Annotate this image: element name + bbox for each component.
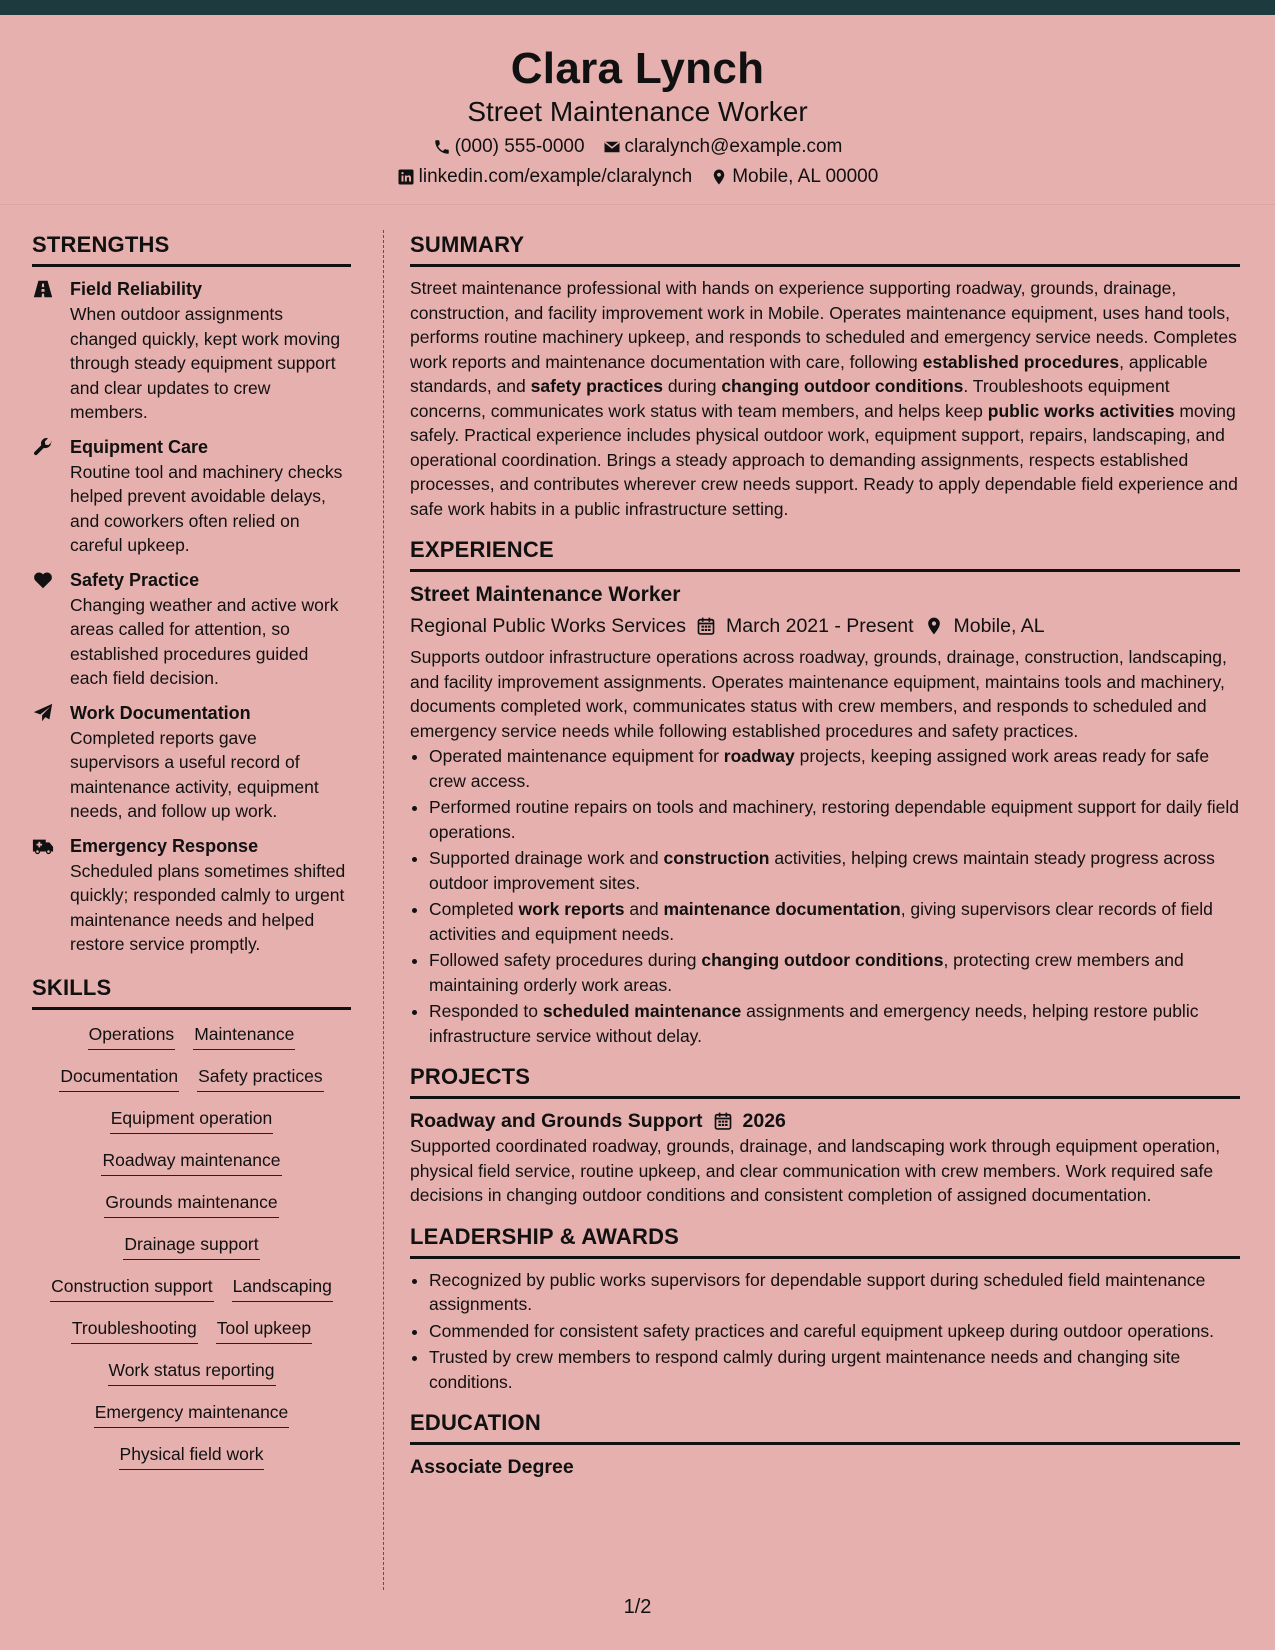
bullet-segment: and [624, 899, 664, 919]
awards-section [410, 1222, 1240, 1395]
strength-item [32, 567, 351, 691]
header-divider [0, 204, 1275, 205]
location-contact [710, 165, 878, 189]
experience-bullets [429, 744, 1240, 1048]
awards-bullets [429, 1268, 1240, 1395]
strength-title: Safety Practice [70, 569, 200, 590]
skill-tag: Maintenance [193, 1022, 295, 1050]
summary-emphasis: changing outdoor conditions [721, 376, 964, 396]
summary-segment: Street maintenance professional with hands on experience supporting roadway, grounds, drainage, construction, and facility improvement work in Mobile. Operates maintenance equipment, uses hand tools, performs routine machinery upkeep, and responds to scheduled and emergency service needs. Completes work reports and maintenance documentation with care, following [410, 278, 1237, 372]
strength-title: Equipment Care [70, 436, 209, 457]
strength-content [70, 434, 351, 558]
paper-plane-icon [32, 702, 54, 724]
summary-section [410, 230, 1240, 521]
strength-content [70, 700, 351, 824]
skills-row [34, 1316, 349, 1344]
skills-row [34, 1022, 349, 1050]
experience-bullet [429, 795, 1240, 844]
linkedin-text: linkedin.com/example/claralynch [418, 166, 693, 187]
skill-tag: Grounds maintenance [104, 1190, 278, 1218]
skill-tag: Roadway maintenance [101, 1148, 281, 1176]
skill-tag: Safety practices [197, 1064, 324, 1092]
strengths-heading: STRENGTHS [32, 230, 351, 267]
awards-heading: LEADERSHIP & AWARDS [410, 1222, 1240, 1259]
strength-description: Completed reports gave supervisors a useful record of maintenance activity, equipment needs, and follow up work. [70, 727, 319, 821]
project-header [410, 1108, 1240, 1134]
strength-item [32, 700, 351, 824]
strength-icon-wrap [32, 276, 58, 425]
candidate-role: Street Maintenance Worker [467, 96, 808, 127]
linkedin-icon [397, 168, 415, 186]
phone-text: (000) 555-0000 [454, 136, 585, 157]
candidate-name: Clara Lynch [510, 44, 765, 93]
job-location-text: Mobile, AL [953, 615, 1045, 637]
skills-row [34, 1274, 349, 1302]
skills-row [34, 1148, 349, 1176]
column-divider [383, 230, 384, 1590]
bullet-emphasis: work reports [518, 899, 625, 919]
summary-segment: during [662, 376, 722, 396]
skill-tag: Emergency maintenance [94, 1400, 290, 1428]
project-year: 2026 [742, 1110, 786, 1132]
experience-bullet [429, 744, 1240, 793]
wrench-icon [32, 436, 54, 458]
education-degree: Associate Degree [410, 1456, 574, 1478]
truck-medical-icon [32, 835, 54, 857]
skill-tag: Drainage support [123, 1232, 259, 1260]
strength-content [70, 567, 351, 691]
summary-emphasis: public works activities [987, 400, 1175, 421]
bullet-segment: projects, keeping assigned work areas ready for safe crew access. [429, 746, 1210, 791]
experience-section [410, 535, 1240, 1048]
education-section [410, 1408, 1240, 1480]
job-meta [410, 612, 1240, 640]
job-description: Supports outdoor infrastructure operations across roadway, grounds, drainage, construction, landscaping, and facility improvement assignments. Operates maintenance equipment, maintains tools and machinery, documents completed work, communicates status with crew members, and responds to scheduled and emergency service needs while following established procedures and safety practices. [410, 647, 1227, 741]
skill-tag: Construction support [50, 1274, 213, 1302]
strength-title: Field Reliability [70, 279, 203, 299]
summary-heading: SUMMARY [410, 230, 1240, 267]
bullet-segment: Performed routine repairs on tools and machinery, restoring dependable equipment support for daily field operations. [429, 797, 1239, 842]
strength-item [32, 276, 351, 425]
resume-header [0, 15, 1275, 205]
skills-row [34, 1106, 349, 1134]
skill-tag: Documentation [59, 1064, 179, 1092]
experience-heading: EXPERIENCE [410, 535, 1240, 572]
bullet-segment: Operated maintenance equipment for [429, 746, 724, 766]
phone-contact [433, 135, 585, 159]
job-title: Street Maintenance Worker [410, 583, 681, 606]
bullet-emphasis: construction [663, 848, 770, 868]
strength-item [32, 833, 351, 957]
bullet-segment: , giving supervisors clear records of field activities and equipment needs. [429, 899, 1213, 944]
summary-segment: . Troubleshoots equipment concerns, communicates work status with team members, and helps keep [410, 376, 1170, 421]
job-dates-text: March 2021 - Present [726, 615, 914, 637]
bullet-segment: Followed safety procedures during [429, 950, 702, 970]
skill-tag: Physical field work [119, 1442, 265, 1470]
award-bullet: • Recognized by public works supervisors for dependable support during scheduled field maintenance assignments. [429, 1268, 1240, 1317]
skills-list [32, 1022, 351, 1470]
map-pin-icon [924, 616, 944, 636]
experience-bullet [429, 846, 1240, 895]
experience-bullet [429, 999, 1240, 1048]
skill-tag: Tool upkeep [216, 1316, 312, 1344]
calendar-icon [696, 616, 716, 636]
skill-tag: Troubleshooting [71, 1316, 198, 1344]
map-pin-icon [710, 168, 728, 186]
skill-tag: Landscaping [232, 1274, 333, 1302]
strength-icon-wrap [32, 434, 58, 558]
experience-bullet [429, 948, 1240, 997]
strength-description: Routine tool and machinery checks helped prevent avoidable delays, and coworkers often relied on careful upkeep. [70, 461, 343, 555]
skill-tag: Equipment operation [110, 1106, 274, 1134]
heart-icon [32, 569, 54, 591]
summary-segment: moving safely. Practical experience includes physical outdoor work, equipment support, repairs, landscaping, and operational coordination. Brings a steady approach to demanding assignments, respects established processes, and contributes wherever crew needs support. Ready to apply dependable field experience and safe work habits in a public infrastructure setting. [410, 400, 1238, 519]
bullet-segment: , protecting crew members and maintaining orderly work areas. [429, 950, 1184, 995]
company-name: Regional Public Works Services [410, 615, 686, 637]
envelope-icon [603, 138, 621, 156]
contact-line-1 [0, 135, 1275, 159]
strength-description: Scheduled plans sometimes shifted quickly; responded calmly to urgent maintenance needs and helped restore service promptly. [70, 860, 346, 954]
education-heading: EDUCATION [410, 1408, 1240, 1445]
projects-section [410, 1062, 1240, 1208]
bullet-emphasis: roadway [723, 746, 795, 766]
bullet-segment: Responded to [429, 1001, 543, 1021]
bullet-emphasis: maintenance documentation [663, 899, 901, 919]
skills-row [34, 1400, 349, 1428]
bullet-segment: activities, helping crews maintain steady progress across outdoor improvement sites. [429, 848, 1215, 893]
skill-tag: Work status reporting [108, 1358, 276, 1386]
skills-row [34, 1232, 349, 1260]
strength-content [70, 276, 351, 425]
email-contact[interactable] [603, 135, 843, 159]
award-bullet: • Commended for consistent safety practices and careful equipment upkeep during outdoor operations. [429, 1319, 1240, 1344]
summary-emphasis: safety practices [530, 376, 663, 396]
right-column [410, 230, 1240, 1494]
bullet-segment: Completed [429, 899, 519, 919]
page-number: 1/2 [623, 1596, 652, 1618]
strength-icon-wrap [32, 833, 58, 957]
calendar-icon [713, 1111, 733, 1131]
left-column [32, 230, 351, 1470]
strength-description: Changing weather and active work areas called for attention, so established procedures guided each field decision. [70, 594, 339, 688]
summary-text [410, 276, 1240, 521]
strength-icon-wrap [32, 567, 58, 691]
skills-row [34, 1064, 349, 1092]
email-text: claralynch@example.com [624, 136, 843, 157]
phone-icon [433, 138, 451, 156]
summary-emphasis: established procedures [922, 351, 1120, 372]
skills-heading: SKILLS [32, 973, 351, 1010]
project-title: Roadway and Grounds Support [410, 1110, 703, 1132]
bullet-emphasis: changing outdoor conditions [701, 950, 944, 970]
job-location [924, 612, 1045, 640]
contact-line-2 [0, 165, 1275, 189]
experience-bullet [429, 897, 1240, 946]
strength-title: Work Documentation [70, 702, 251, 723]
projects-heading: PROJECTS [410, 1062, 1240, 1099]
top-color-bar [0, 0, 1275, 15]
skills-row [34, 1442, 349, 1470]
location-text: Mobile, AL 00000 [732, 166, 879, 187]
strength-icon-wrap [32, 700, 58, 824]
strengths-list [32, 276, 351, 957]
skills-row [34, 1358, 349, 1386]
bullet-segment: assignments and emergency needs, helping restore public infrastructure service without delay. [429, 1001, 1199, 1046]
strength-content [70, 833, 351, 957]
summary-segment: , applicable standards, and [410, 351, 1208, 396]
bullet-segment: Supported drainage work and [429, 848, 664, 868]
road-icon [32, 278, 54, 300]
award-bullet: • Trusted by crew members to respond calmly during urgent maintenance needs and changing site conditions. [429, 1345, 1240, 1394]
bullet-emphasis: scheduled maintenance [542, 1001, 742, 1021]
skills-row [34, 1190, 349, 1218]
strength-description: When outdoor assignments changed quickly, kept work moving through steady equipment support and clear updates to crew members. [70, 304, 341, 422]
project-description: Supported coordinated roadway, grounds, drainage, and landscaping work through equipment operation, physical field service, routine upkeep, and clear communication with crew members. Work required safe decisions in changing outdoor conditions and consistent completion of assigned documentation. [410, 1136, 1221, 1205]
skill-tag: Operations [88, 1022, 176, 1050]
linkedin-contact[interactable] [397, 165, 693, 189]
strength-item [32, 434, 351, 558]
strength-title: Emergency Response [70, 835, 259, 856]
job-dates [696, 612, 914, 640]
